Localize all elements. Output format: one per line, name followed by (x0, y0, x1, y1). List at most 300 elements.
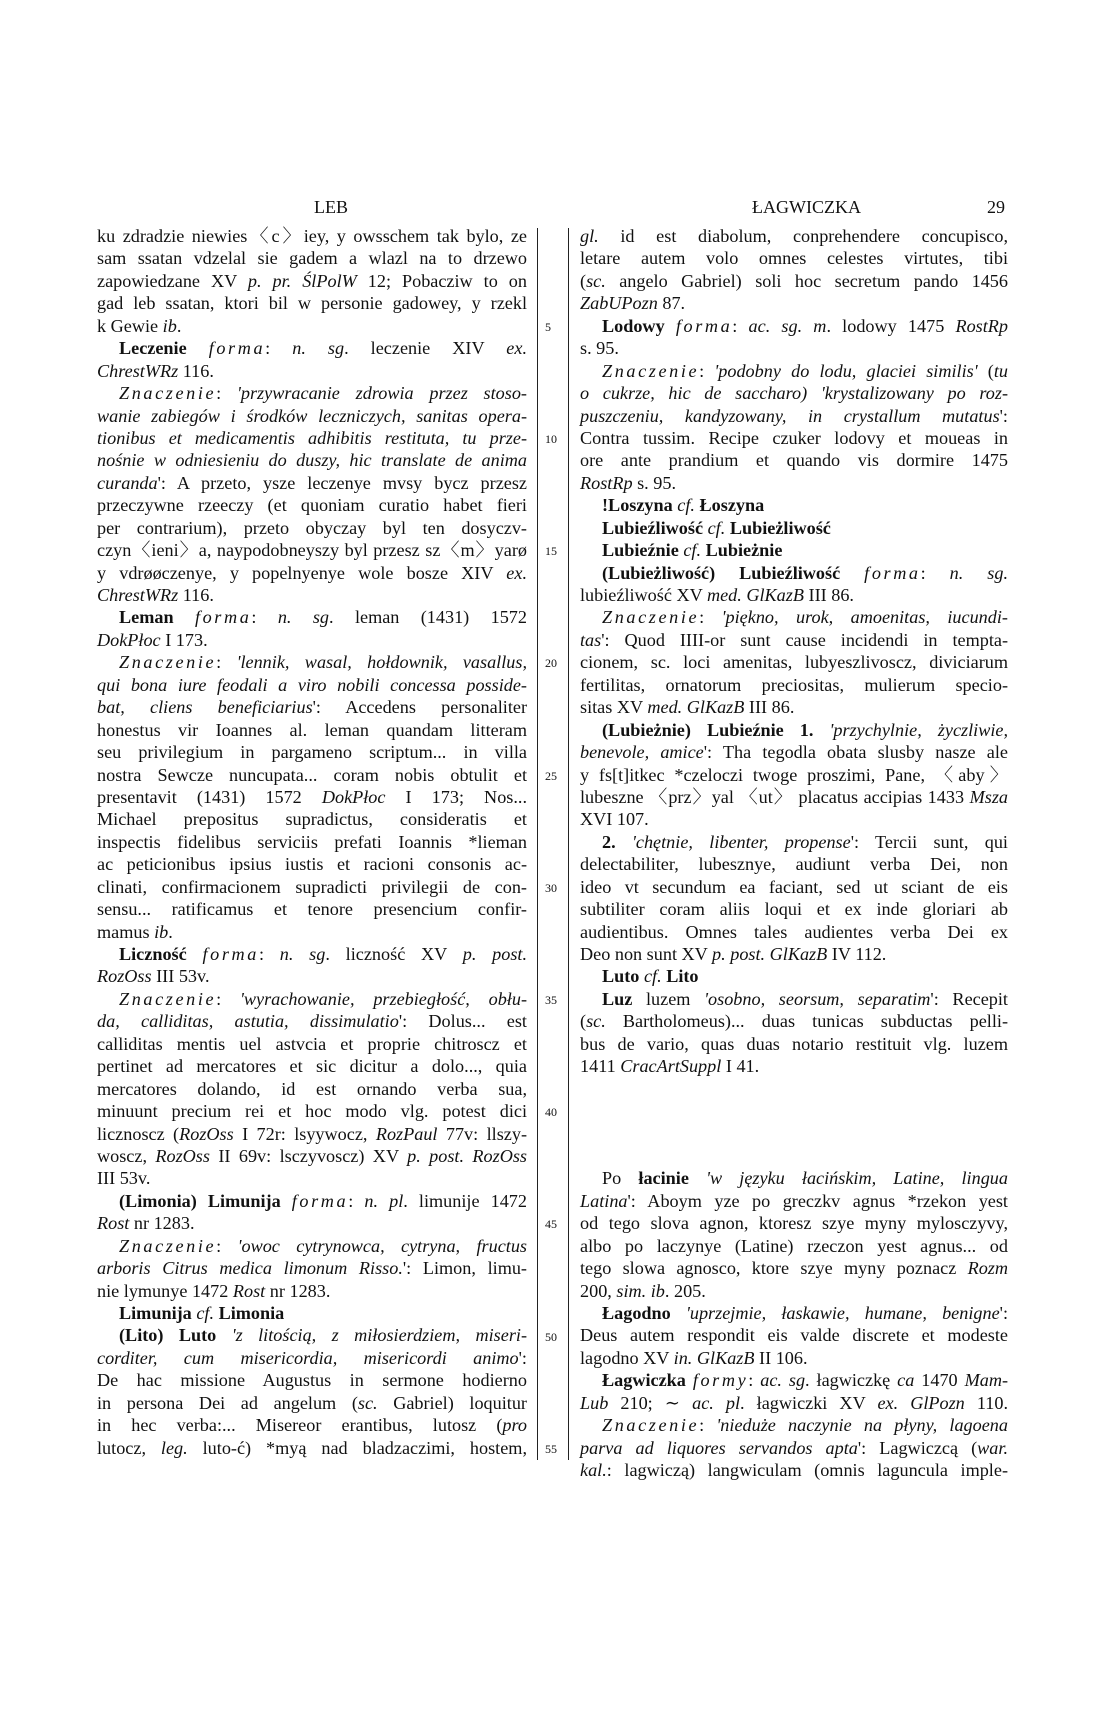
text-segment: 'podobny do lodu, glaciei similis' (714, 360, 978, 381)
text-segment (813, 720, 829, 740)
text-segment: mamus (97, 921, 155, 942)
page-number: 29 (987, 197, 1005, 217)
text-segment (840, 563, 864, 583)
text-segment: 77v: llszy- (437, 1123, 528, 1144)
text-line (580, 292, 1008, 314)
text-segment: y vdrøøczenye, y popelnyenye wole bosze XIV (97, 562, 507, 583)
text-line (97, 270, 527, 292)
text-line (580, 741, 1008, 763)
section-label: formy (692, 1370, 749, 1391)
text-line (97, 606, 527, 628)
text-segment: n. sg (292, 338, 345, 359)
text-line (97, 517, 527, 539)
text-line (580, 1414, 1008, 1436)
text-line (97, 853, 527, 875)
text-segment: p. post. (462, 944, 528, 964)
line-number: 40 (545, 1105, 557, 1120)
text-line (97, 943, 527, 965)
text-line (580, 988, 1008, 1010)
text-line (580, 337, 1008, 359)
text-segment: 'piękno, urok, amoenitas, iucundi- (721, 607, 1008, 628)
text-segment: sim. ib (616, 1280, 665, 1301)
text-segment: II 106. (754, 1347, 808, 1368)
text-segment: ore ante prandium et quando vis dormire 1475 (580, 450, 1008, 471)
text-line (580, 405, 1008, 427)
text-line (580, 808, 1008, 830)
text-segment: ac peticionibus ipsius iustis et racioni consonis ac- (97, 854, 527, 875)
text-line (580, 1257, 1008, 1279)
headword: Limunija (119, 1303, 192, 1323)
text-segment: curanda (97, 472, 158, 493)
text-segment: . (168, 921, 173, 942)
text-segment: 1470 (914, 1370, 965, 1391)
headword: Lodowy (602, 315, 665, 336)
text-segment: III 86. (803, 585, 854, 605)
text-line (580, 674, 1008, 696)
text-segment: s. 95. (580, 338, 619, 359)
text-line (580, 898, 1008, 920)
text-segment: war. (977, 1437, 1008, 1458)
headword: (Lubieżliwość) Lubieźliwość (602, 562, 841, 583)
text-segment (686, 1370, 693, 1390)
text-line (580, 943, 1008, 965)
text-segment: 'w języku łacińskim, Latine, lingua (706, 1168, 1008, 1189)
text-segment: 'osobno, seorsum, separatim (704, 988, 931, 1009)
text-line (97, 674, 527, 696)
text-segment: czyn〈ieni〉a, naypodobneyszy byl przesz sz〈m〉yarø (97, 540, 527, 561)
text-line (97, 247, 527, 269)
headword: Łagodno (602, 1303, 671, 1323)
text-segment: . (176, 315, 182, 336)
text-segment (216, 1325, 231, 1345)
text-segment: nr 1283. (129, 1213, 195, 1234)
text-segment: ex. GlPozn (877, 1392, 965, 1413)
text-segment: 'przywracanie zdrowia przez stoso- (236, 383, 527, 404)
text-segment: kal. (580, 1460, 607, 1481)
text-line (97, 1369, 527, 1391)
text-segment: luzem (632, 988, 705, 1009)
text-segment: Rost (97, 1213, 130, 1234)
text-segment: Lub (580, 1392, 609, 1413)
section-label: forma (208, 338, 266, 359)
text-line (580, 921, 1008, 943)
text-segment: III 53v. (151, 966, 210, 987)
text-segment: p. post. RozOss (407, 1145, 527, 1166)
text-segment: I 173; Nos... (385, 786, 528, 807)
headword: (Lubieżnie) Lubieźnie 1. (602, 719, 814, 740)
text-segment: delectabiliter, lubesznye, audiunt verba Dei, non (580, 854, 1008, 875)
section-label: forma (675, 315, 733, 336)
text-segment: przeczywne rzeeczy (et quoniam curatio habet fieri (97, 495, 527, 516)
text-segment: calliditas mentis uel astvcia et proprie chitroscz et (97, 1033, 527, 1054)
headword: 2. (602, 831, 616, 852)
text-segment: sam ssatan vdzelal sie gadem a wlazl na to drzewo (97, 248, 527, 269)
text-segment: tego slowa agnosco, ktore szye myny poznacz (580, 1258, 968, 1279)
text-segment: n. pl (364, 1190, 404, 1211)
text-segment: I 173. (160, 629, 208, 650)
text-line (97, 1347, 527, 1369)
text-line (580, 247, 1008, 269)
text-segment: ': A przeto, ysze leczenye mvsy bycz przesz (157, 472, 527, 493)
text-segment: 110. (964, 1392, 1009, 1413)
text-segment: qui bona iure feodali a viro nobili concessa posside- (97, 674, 527, 695)
text-segment: nr 1283. (265, 1280, 331, 1301)
text-segment: ': Limon, limu- (402, 1258, 527, 1279)
text-line (580, 539, 1008, 561)
text-segment: p. post. GlKazB (712, 944, 828, 964)
text-segment: n. sg (277, 607, 330, 628)
text-segment: zapowiedzane XV (97, 270, 248, 291)
text-line (97, 225, 527, 247)
line-number: 20 (545, 656, 557, 671)
headword: Luz (602, 988, 633, 1009)
text-segment: . limunije 1472 (403, 1190, 527, 1211)
text-segment: 'owoc cytrynowca, cytryna, fructus (237, 1235, 527, 1256)
text-segment: : (251, 607, 278, 628)
headword: (Lito) Luto (119, 1325, 217, 1346)
text-line (580, 1459, 1008, 1481)
text-line (580, 651, 1008, 673)
text-line (97, 1414, 527, 1436)
text-segment: ChrestWRz (97, 360, 179, 381)
text-line (580, 1347, 1008, 1369)
text-segment (616, 832, 632, 852)
text-line (580, 270, 1008, 292)
text-segment: o cukrze, hic de saccharo) 'krystalizowany po roz- (580, 383, 1008, 404)
text-segment: ca (897, 1370, 915, 1391)
text-line (580, 1392, 1008, 1414)
text-line (97, 1123, 527, 1145)
text-segment: cf. (677, 495, 695, 516)
line-number: 45 (545, 1217, 557, 1232)
text-segment: albo po laczynye (Latine) rzeczon yest agnus... od (580, 1235, 1008, 1256)
text-segment: ': Lagwiczcą ( (857, 1437, 978, 1458)
column-rule-left (537, 228, 538, 1460)
text-segment: tu (993, 360, 1008, 381)
text-segment: : (732, 315, 749, 336)
text-segment: 116. (178, 585, 214, 605)
text-line (97, 315, 527, 337)
text-line (97, 876, 527, 898)
text-segment: Michael prepositus supradictus, consideratis et (97, 809, 527, 830)
text-line (97, 584, 527, 606)
text-line (97, 988, 527, 1010)
text-line (97, 539, 527, 561)
text-segment: minuunt precium rei et hoc modo vlg. potest dici (97, 1101, 527, 1122)
line-number: 35 (545, 992, 557, 1007)
text-segment: ( (977, 360, 994, 381)
text-segment: lutocz, (97, 1437, 161, 1458)
text-line (97, 337, 527, 359)
text-segment: 1411 (580, 1056, 621, 1077)
text-line (97, 1167, 527, 1189)
text-segment: . 205. (664, 1280, 706, 1301)
text-line (580, 831, 1008, 853)
text-line (580, 1324, 1008, 1346)
text-segment: parva ad liquores servandos apta (580, 1437, 858, 1458)
section-label: forma (864, 562, 921, 583)
text-segment: ac. sg. m (748, 315, 827, 336)
text-line (97, 1212, 527, 1234)
text-segment: ': Dolus... est (398, 1011, 527, 1032)
text-line (580, 1167, 1008, 1189)
text-segment: I 72r: lsyywocz, (233, 1123, 376, 1144)
text-segment: : (748, 1370, 761, 1391)
text-line (580, 1369, 1008, 1391)
text-segment: 200, (580, 1280, 617, 1301)
text-segment: benevole, amice (580, 742, 704, 763)
text-line (97, 1190, 527, 1212)
line-number: 5 (545, 319, 551, 334)
section-label: forma (202, 944, 259, 964)
headword: Luto (602, 966, 640, 987)
text-segment: seu privilegium in pargameno scriptum... in villa (97, 742, 527, 763)
text-segment (174, 607, 195, 627)
text-segment: da, calliditas, astutia, dissimulatio (97, 1011, 399, 1032)
text-line (580, 1055, 1008, 1077)
section-label: Znaczenie (602, 360, 700, 381)
text-line (97, 1257, 527, 1279)
text-segment: Rost (232, 1280, 266, 1301)
text-segment: RozOss (155, 1145, 210, 1166)
text-segment: luto-ć) *myą nad bladzaczimi, hostem, (187, 1437, 527, 1458)
text-line (580, 1302, 1008, 1324)
headword: !Loszyna (602, 495, 673, 516)
text-segment: bat, cliens beneficiarius (97, 697, 313, 718)
headword: Leczenie (119, 338, 187, 359)
text-line (580, 517, 1008, 539)
text-segment (689, 1168, 706, 1188)
text-segment: 12; Pobacziw to on (356, 270, 527, 291)
section-label: Znaczenie (119, 383, 217, 404)
text-segment: : (265, 338, 293, 359)
text-line (580, 1235, 1008, 1257)
text-segment: Contra tussim. Recipe czuker lodovy et moueas in (580, 427, 1008, 448)
text-segment: III 53v. (97, 1168, 151, 1189)
text-segment: pro (502, 1415, 527, 1436)
text-line (97, 808, 527, 830)
text-segment: Gabriel) loquitur (377, 1392, 527, 1413)
line-number: 50 (545, 1329, 557, 1344)
text-line (580, 1123, 1008, 1145)
text-segment: ib (154, 921, 169, 942)
text-line (580, 562, 1008, 584)
text-segment: ac. pl (692, 1392, 741, 1413)
text-line (97, 1392, 527, 1414)
headword: (Limonia) Limunija (119, 1190, 281, 1211)
text-line (97, 696, 527, 718)
text-segment: : (699, 1415, 717, 1436)
text-segment: Bartholomeus)... duas tunicas subductas pelli- (605, 1011, 1008, 1032)
text-segment: IV 112. (827, 944, 887, 964)
text-line (97, 629, 527, 651)
text-segment: nostra Sewcze nuncupata... coram nobis obtulit et (97, 764, 527, 785)
text-segment: angelo Gabriel) soli hoc secretum pando 1456 (605, 270, 1008, 291)
text-segment: ': (999, 1303, 1009, 1323)
text-line (580, 360, 1008, 382)
text-line (580, 1437, 1008, 1459)
text-segment: 87. (657, 293, 686, 314)
text-segment: per contrarium), przeto obyczay byl ten dosyczv- (97, 517, 527, 538)
text-segment: ': Aboym yze po greczkv agnus *rzekon yest (627, 1190, 1008, 1211)
text-segment: tionibus et medicamentis adhibitis restituta, tu prze- (97, 427, 527, 448)
text-segment: Po (602, 1168, 639, 1189)
text-segment: sc. (357, 1392, 378, 1413)
text-segment: RostRp (580, 472, 633, 493)
text-segment: gl. (580, 226, 599, 246)
text-segment: cf. (707, 517, 726, 538)
line-number: 25 (545, 768, 557, 783)
text-segment: presentavit (1431) 1572 (97, 786, 322, 807)
text-line (97, 786, 527, 808)
text-segment: arboris Citrus medica limonum Risso. (97, 1258, 403, 1279)
text-segment: : (699, 360, 715, 381)
text-segment: : (348, 1190, 365, 1211)
text-line (580, 1145, 1008, 1167)
running-header-left: LEB (314, 197, 348, 217)
text-segment: ex. (506, 562, 527, 583)
text-line (97, 898, 527, 920)
text-segment: tas (580, 629, 602, 650)
headword: Lubieźliwość (602, 517, 704, 538)
text-line (97, 741, 527, 763)
text-segment: . lodowy 1475 (826, 315, 956, 336)
text-line (97, 651, 527, 673)
text-segment: ZabUPozn (580, 293, 658, 314)
text-segment: Deus autem respondit eis valde discrete et modeste (580, 1325, 1008, 1346)
text-line (580, 584, 1008, 606)
text-segment: ( (580, 1011, 587, 1032)
headword: Leman (119, 607, 174, 628)
text-segment: ': (518, 1347, 527, 1368)
text-segment: od tego slova agnon, ktoresz szye myny mylosczyvy, (580, 1213, 1008, 1234)
column-rule-right (568, 228, 569, 1460)
text-segment: sensu... ratificamus et tenore presencium confir- (97, 899, 527, 920)
text-segment: Latina (580, 1190, 628, 1211)
text-line (97, 1033, 527, 1055)
text-segment: clinati, confirmacionem supradicti privilegii de con- (97, 876, 527, 897)
text-segment: nie lymunye 1472 (97, 1280, 233, 1301)
text-segment: ex. (506, 338, 527, 359)
text-segment: med. GlKazB (647, 697, 745, 718)
text-line (97, 1100, 527, 1122)
text-segment: lubeszne 〈prz〉yal 〈ut〉 placatus accipias 1433 (580, 786, 970, 807)
text-line (580, 965, 1008, 987)
headword: Liczność (119, 944, 187, 964)
text-segment: CracArtSuppl (620, 1056, 722, 1077)
text-segment: DokPłoc (321, 786, 386, 807)
text-line (580, 719, 1008, 741)
text-line (97, 1437, 527, 1459)
text-segment (665, 316, 676, 336)
text-line (97, 1302, 527, 1324)
text-line (97, 494, 527, 516)
text-segment: Rozm (967, 1258, 1008, 1279)
text-segment (187, 944, 203, 964)
text-segment: 'lennik, wasal, hołdownik, vasallus, (236, 652, 528, 673)
text-segment: subtiliter coram aliis loqui et ex inde gloriari ab (580, 899, 1008, 920)
text-segment: . leman (1431) 1572 (329, 607, 527, 628)
text-segment: Msza (969, 786, 1008, 807)
text-segment: nośnie w odniesieniu do duszy, hic translate de anima (97, 450, 527, 471)
text-segment: XVI 107. (580, 809, 649, 830)
text-segment: fertilitas, ornatorum preciositas, mulierum specio- (580, 674, 1008, 695)
section-label: Znaczenie (119, 988, 217, 1009)
line-number: 30 (545, 880, 557, 895)
text-segment: s. 95. (632, 472, 676, 493)
right-column (580, 225, 1008, 1482)
text-line (580, 1190, 1008, 1212)
section-label: Znaczenie (602, 607, 700, 628)
text-segment (281, 1191, 292, 1211)
text-segment: in. GlKazB (673, 1347, 755, 1368)
text-segment: k Gewie (97, 315, 163, 336)
section-label: forma (291, 1190, 349, 1211)
text-segment: : (920, 562, 950, 583)
text-line (97, 831, 527, 853)
text-segment: y fs[t]itkec *czeloczi twoge proszimi, Pane, 〈aby〉 (580, 764, 1008, 785)
text-segment: 'przychylnie, życzliwie, (829, 719, 1009, 740)
text-segment: RostRp (955, 315, 1008, 336)
text-line (97, 764, 527, 786)
text-line (580, 1078, 1008, 1100)
text-segment: inspectis fidelibus serviciis prefati Ioannis *lieman (97, 831, 527, 852)
text-line (580, 1033, 1008, 1055)
text-segment: cf. (196, 1303, 215, 1323)
text-segment: letare autem volo omnes celestes virtutes, tibi (580, 248, 1008, 269)
text-line (97, 562, 527, 584)
text-line (580, 1212, 1008, 1234)
text-segment: n. sg. (949, 562, 1009, 583)
text-line (580, 472, 1008, 494)
headword: Łoszyna (699, 495, 765, 516)
text-segment: RozOss (179, 1123, 234, 1144)
text-segment: : (699, 607, 722, 628)
text-segment: in hec verba:... Misereor erantibus, lutosz ( (97, 1415, 503, 1436)
text-line (580, 1100, 1008, 1122)
text-segment: 'nieduże naczynie na płyny, lagoena (716, 1415, 1008, 1436)
text-line (580, 427, 1008, 449)
text-segment: ideo vt secundum ea faciant, sed ut sciant de eis (580, 876, 1008, 897)
text-segment: med. GlKazB (706, 585, 804, 605)
text-line (97, 472, 527, 494)
headword: Limonia (218, 1303, 285, 1323)
text-line (97, 449, 527, 471)
text-segment: id est diabolum, conprehendere concupisco, (598, 226, 1008, 246)
line-number: 15 (545, 544, 557, 559)
text-segment: licznoscz ( (97, 1123, 180, 1144)
text-segment: n. sg (279, 944, 326, 964)
section-label: Znaczenie (602, 1415, 700, 1436)
text-line (580, 876, 1008, 898)
text-line (97, 427, 527, 449)
text-segment: p. pr. ŚlPolW (247, 270, 357, 291)
text-line (580, 606, 1008, 628)
text-line (97, 1145, 527, 1167)
text-segment: 'chętnie, libenter, propense (631, 831, 851, 852)
text-segment (187, 338, 209, 358)
text-segment: Mam- (964, 1370, 1009, 1391)
text-segment: leg. (160, 1437, 188, 1458)
text-line (97, 382, 527, 404)
text-segment: 210; ∼ (608, 1392, 693, 1413)
text-segment: RozOss (97, 966, 152, 987)
text-segment: : (216, 988, 241, 1009)
text-segment: III 86. (744, 697, 795, 718)
text-line (580, 853, 1008, 875)
line-number: 10 (545, 431, 557, 446)
text-segment: woscz, (97, 1145, 156, 1166)
